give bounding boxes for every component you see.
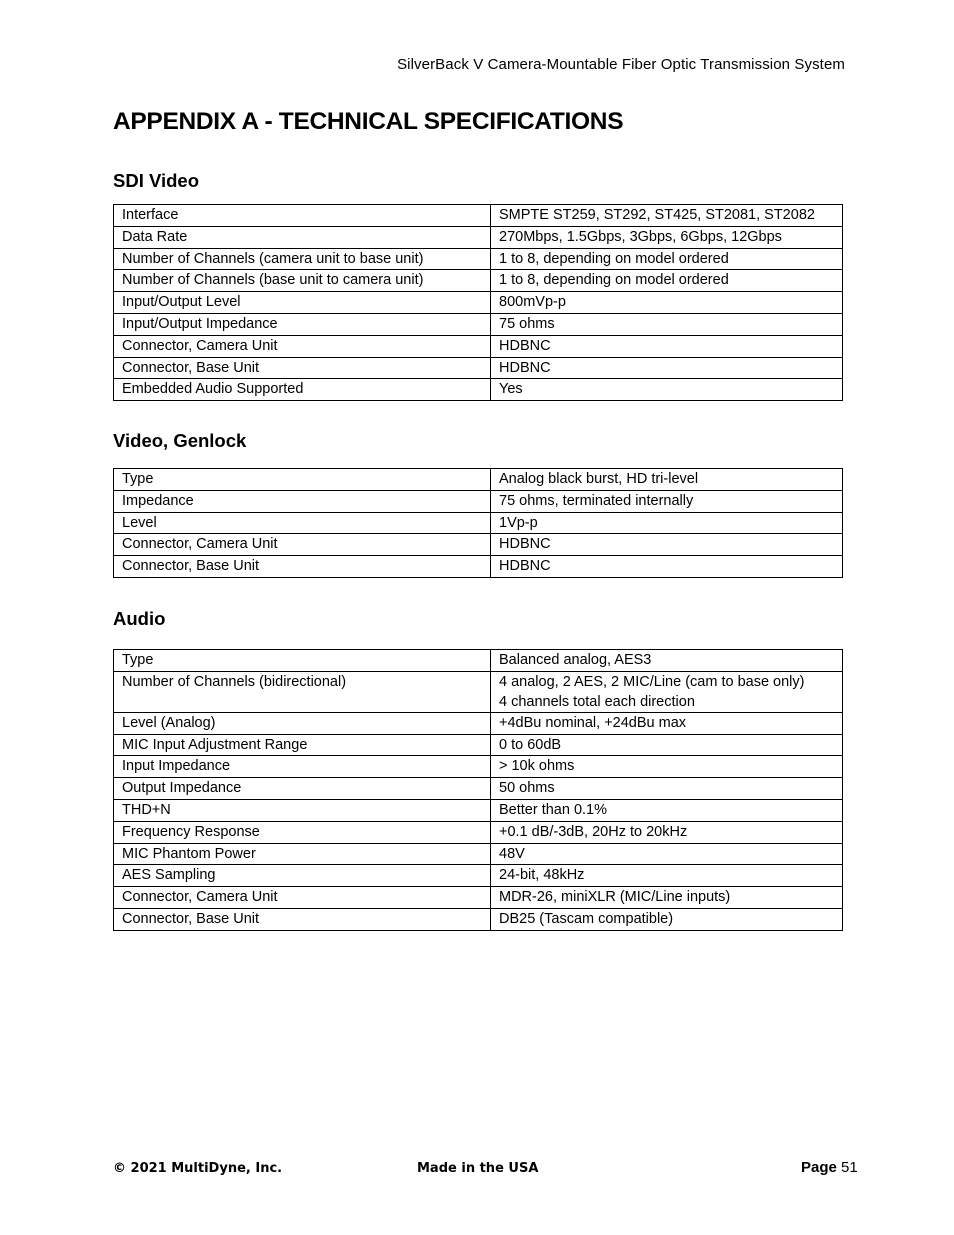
table-row	[114, 534, 843, 556]
table-row	[114, 226, 843, 248]
spec-label: Number of Channels (bidirectional)	[114, 671, 491, 712]
table-row	[114, 556, 843, 578]
spec-value-line: 1 to 8, depending on model ordered	[499, 272, 729, 289]
spec-value	[491, 756, 843, 778]
section-heading-audio: Audio	[113, 608, 166, 629]
spec-label: Frequency Response	[114, 821, 491, 843]
spec-value	[491, 335, 843, 357]
table-row	[114, 908, 843, 930]
spec-value	[491, 534, 843, 556]
spec-value-line: > 10k ohms	[499, 758, 575, 775]
table-row	[114, 469, 843, 491]
table-row	[114, 512, 843, 534]
table-row	[114, 379, 843, 401]
spec-value	[491, 248, 843, 270]
spec-table-video-genlock	[113, 468, 843, 578]
spec-label: Input Impedance	[114, 756, 491, 778]
spec-label: Input/Output Impedance	[114, 313, 491, 335]
footer-made-in: Made in the USA	[417, 1161, 539, 1176]
spec-value-line: HDBNC	[499, 536, 551, 553]
spec-value-line: Better than 0.1%	[499, 801, 608, 818]
spec-value	[491, 799, 843, 821]
spec-value	[491, 226, 843, 248]
spec-value-line: 800mVp-p	[499, 294, 566, 311]
spec-value-line: 0 to 60dB	[499, 736, 562, 753]
footer-copyright: © 2021 MultiDyne, Inc.	[113, 1161, 283, 1176]
spec-label: Interface	[114, 205, 491, 227]
spec-label: Type	[114, 469, 491, 491]
spec-value	[491, 821, 843, 843]
table-row	[114, 335, 843, 357]
spec-value-line: 1Vp-p	[499, 514, 538, 531]
section-heading-sdi-video: SDI Video	[113, 170, 200, 191]
spec-value-line: 1 to 8, depending on model ordered	[499, 250, 729, 267]
spec-label: Connector, Camera Unit	[114, 335, 491, 357]
spec-value	[491, 379, 843, 401]
spec-value	[491, 270, 843, 292]
spec-value-line: Analog black burst, HD tri-level	[499, 471, 699, 487]
table-row	[114, 357, 843, 379]
section-heading-video-genlock: Video, Genlock	[113, 430, 247, 451]
table-row	[114, 313, 843, 335]
spec-value	[491, 712, 843, 734]
spec-label: THD+N	[114, 799, 491, 821]
spec-label: Connector, Base Unit	[114, 908, 491, 930]
spec-label: Connector, Base Unit	[114, 357, 491, 379]
spec-value-line: DB25 (Tascam compatible)	[499, 910, 674, 927]
spec-table-sdi-video	[113, 204, 843, 401]
table-row	[114, 490, 843, 512]
table-row	[114, 248, 843, 270]
spec-value	[491, 778, 843, 800]
spec-value-line: 4 analog, 2 AES, 2 MIC/Line (cam to base only)	[499, 673, 805, 690]
table-row	[114, 671, 843, 712]
table-row	[114, 756, 843, 778]
running-header: SilverBack V Camera-Mountable Fiber Optic Transmission System	[397, 56, 845, 73]
spec-value-line: 24-bit, 48kHz	[499, 867, 585, 884]
spec-value-line: MDR-26, miniXLR (MIC/Line inputs)	[499, 889, 731, 906]
table-row	[114, 292, 843, 314]
table-row	[114, 205, 843, 227]
page-label: Page	[801, 1159, 837, 1176]
spec-value-line: 270Mbps, 1.5Gbps, 3Gbps, 6Gbps, 12Gbps	[499, 228, 782, 245]
table-row	[114, 270, 843, 292]
footer-page-number	[801, 1159, 858, 1176]
spec-value	[491, 843, 843, 865]
spec-value-line: 4 channels total each direction	[499, 693, 695, 710]
spec-label: Level (Analog)	[114, 712, 491, 734]
table-row	[114, 650, 843, 672]
spec-value	[491, 357, 843, 379]
table-row	[114, 887, 843, 909]
spec-value-line: HDBNC	[499, 337, 551, 354]
spec-label: Connector, Base Unit	[114, 556, 491, 578]
spec-label: Connector, Camera Unit	[114, 534, 491, 556]
table-row	[114, 843, 843, 865]
spec-label: Number of Channels (base unit to camera unit)	[114, 270, 491, 292]
spec-value-line: +0.1 dB/-3dB, 20Hz to 20kHz	[499, 823, 688, 840]
spec-value-line: 48V	[499, 845, 525, 862]
spec-value	[491, 908, 843, 930]
table-row	[114, 865, 843, 887]
page-number: 51	[841, 1159, 858, 1176]
spec-value	[491, 469, 843, 491]
spec-label: Output Impedance	[114, 778, 491, 800]
table-row	[114, 799, 843, 821]
spec-value-line: 75 ohms	[499, 315, 555, 332]
spec-value	[491, 556, 843, 578]
spec-label: Number of Channels (camera unit to base unit)	[114, 248, 491, 270]
spec-value	[491, 205, 843, 227]
spec-value	[491, 650, 843, 672]
spec-value-line: HDBNC	[499, 359, 551, 376]
spec-label: MIC Input Adjustment Range	[114, 734, 491, 756]
spec-value-line: HDBNC	[499, 558, 551, 575]
spec-label: Embedded Audio Supported	[114, 379, 491, 401]
table-row	[114, 821, 843, 843]
spec-value-line: +4dBu nominal, +24dBu max	[499, 714, 687, 731]
spec-label: Level	[114, 512, 491, 534]
spec-value-line: 50 ohms	[499, 780, 555, 797]
spec-label: Connector, Camera Unit	[114, 887, 491, 909]
spec-value	[491, 313, 843, 335]
spec-value-line: Yes	[499, 381, 523, 398]
spec-value	[491, 734, 843, 756]
spec-value-line: Balanced analog, AES3	[499, 652, 652, 668]
table-row	[114, 712, 843, 734]
page-title: APPENDIX A - TECHNICAL SPECIFICATIONS	[113, 108, 624, 135]
table-row	[114, 734, 843, 756]
spec-value	[491, 512, 843, 534]
spec-value	[491, 671, 843, 712]
spec-label: Impedance	[114, 490, 491, 512]
spec-label: AES Sampling	[114, 865, 491, 887]
spec-value	[491, 490, 843, 512]
spec-value-line: SMPTE ST259, ST292, ST425, ST2081, ST2082	[499, 207, 815, 223]
spec-label: MIC Phantom Power	[114, 843, 491, 865]
table-row	[114, 778, 843, 800]
spec-label: Type	[114, 650, 491, 672]
spec-value	[491, 292, 843, 314]
spec-value	[491, 887, 843, 909]
spec-table-audio	[113, 649, 843, 931]
spec-label: Data Rate	[114, 226, 491, 248]
spec-label: Input/Output Level	[114, 292, 491, 314]
spec-value-line: 75 ohms, terminated internally	[499, 492, 694, 509]
spec-value	[491, 865, 843, 887]
